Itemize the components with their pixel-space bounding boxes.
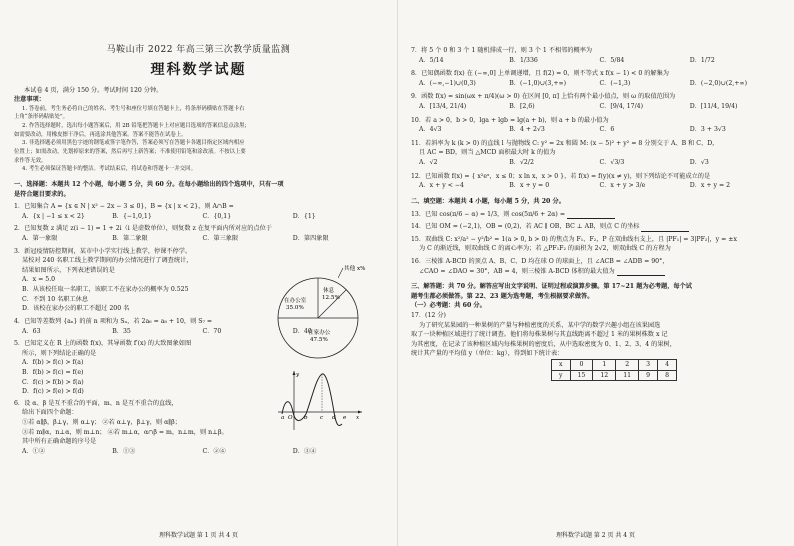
- option-a: A．5/14: [419, 56, 444, 64]
- question-15-line: 15．双曲线 C: x²/a² − y²/b² = 1(a > 0, b > 0) 的焦点为 F₁、F₂，P 在双曲线右支上，且 |PF₁| = 3|PF₂|，y = ±x: [411, 235, 737, 243]
- question-1-options: [14, 212, 383, 222]
- table-cell: 12: [593, 370, 616, 381]
- option-b: B．4 + 2√3: [509, 126, 545, 134]
- section2-heading: 二、填空题：本题共 4 小题，每小题 5 分，共 20 分。: [411, 197, 565, 205]
- question-14: [411, 222, 780, 232]
- q6-line: ③若 m∥α，n⊥α，则 m⊥n； ④若 m⊥α，α∩β = m，n⊥m，则 n⊥β。: [22, 428, 228, 436]
- pie-label-home: 在家办公: [308, 330, 331, 336]
- q17-line: 取了一块种植区域进行了统计调查。他们将每株果树与其直线距离不超过 1 米的果树株数 x 记: [411, 331, 668, 339]
- graph-label-x: x: [356, 415, 360, 421]
- option-b: B．(−1,0)∪(3,+∞): [509, 79, 567, 87]
- option-c: C．5/84: [599, 56, 625, 64]
- option-c: C．②④: [202, 447, 226, 455]
- notice-line: 1. 答卷前，考生务必将自己的姓名、考生号和座位号填在答题卡上，将条形码横贴在答题卡右: [22, 105, 245, 112]
- option-d: D．{1}: [292, 212, 316, 220]
- question-11-line: 且 AC = BD，则当 △MCD 面积最大时 k 的值为: [419, 149, 556, 157]
- pie-label-office: 在办公室: [284, 298, 307, 304]
- page-2-footer: 理科数学试题 第 2 页 共 4 页: [555, 531, 636, 539]
- option-a: A．{x | −1 ≤ x < 2}: [22, 212, 85, 220]
- table-cell: 9: [639, 370, 658, 381]
- option-a: A．4√3: [419, 126, 442, 134]
- notice-line: 2. 作答选择题时，选出每小题答案后，用 2B 铅笔把答题卡上对应题目选项的答案信息点涂黑；: [22, 123, 250, 130]
- page-1-footer: 理科数学试题 第 1 页 共 4 页: [158, 531, 239, 539]
- question-11-line: 11．若斜率为 k (k > 0) 的直线 l 与抛物线 C: y² = 2x 和圆 M: (x − 5)² + y² = 8 分别交于 A、B 和 C、D，: [411, 139, 719, 147]
- question-2: 2．已知复数 z 满足 z(i − 1) = 1 + 2i（i 是虚数单位），则复数 z 在复平面内所对应的点位于: [14, 225, 272, 233]
- graph-label-a: a: [281, 415, 285, 421]
- q5-line: 所示，则下列结论正确的是: [22, 349, 97, 357]
- q5-option-c: C．f(c) > f(b) > f(a): [22, 378, 84, 386]
- section1-heading: 一、选择题：本题共 12 个小题，每小题 5 分，共 60 分。在每小题给出的四个选项中，只有一项: [14, 180, 284, 188]
- question-4: 4．已知等差数列 {aₙ} 的前 n 项和为 Sₙ，若 2a₆ = a₈ + 10，则 S₇ =: [14, 317, 213, 325]
- option-d: D．③④: [292, 447, 317, 455]
- q5-option-a: A．f(b) > f(c) > f(a): [22, 359, 84, 367]
- option-c: C．第三象限: [202, 235, 239, 243]
- graph-label-e: e: [343, 415, 347, 421]
- pie-value-office: 35.0%: [286, 305, 304, 311]
- question-16-line: [411, 267, 780, 277]
- graph-label-b: b: [304, 415, 308, 421]
- required-subheading: （一）必考题：共 60 分。: [411, 302, 486, 310]
- option-b: B．第二象限: [112, 235, 148, 243]
- graph-label-d: d: [332, 415, 336, 421]
- option-a: A．①②: [22, 447, 46, 455]
- option-c: C．[9/4, 17/4): [599, 103, 644, 111]
- graph-label-origin: O: [288, 415, 293, 421]
- option-d: D．第四象限: [292, 235, 329, 243]
- table-cell: 15: [570, 370, 593, 381]
- option-b: B．√2/2: [509, 159, 534, 167]
- option-c: C．(−1,3): [599, 79, 631, 87]
- answer-blank: [641, 225, 689, 232]
- q13-text: 13．已知 cos(π/6 − α) = 1/3，则 cos(5π/6 + 2α) =: [411, 210, 566, 218]
- option-b: B．[2,6): [509, 103, 535, 111]
- option-b: B．1/336: [509, 56, 538, 64]
- question-11-options: [411, 158, 780, 168]
- question-6-options: [14, 447, 383, 457]
- q3-line: 3．新冠疫情防控期间，某市中小学实行线上教学，停课不停学。: [14, 247, 192, 255]
- option-c: C．x + y > 3/e: [599, 182, 646, 190]
- option-c: C．{0,1}: [202, 212, 232, 220]
- question-8-options: [411, 79, 780, 89]
- table-cell: 3: [639, 360, 658, 371]
- option-b: B．35: [112, 327, 131, 335]
- row-header-x: x: [552, 360, 571, 371]
- q3-line: 结果如图所示，下列表述错误的是: [22, 266, 115, 274]
- option-a: A．[13/4, 21/4): [419, 103, 467, 111]
- density-yield-table: [551, 359, 677, 381]
- section3-heading: 三、解答题：共 70 分。解答应写出文字说明、证明过程或演算步骤。第 17~21 题为必考题，每个试: [411, 283, 692, 291]
- notice-line: 如需要改动，用橡皮擦干净后，再选涂其他答案。答案不能答在试卷上。: [14, 131, 187, 138]
- exam-info: 本试卷 4 页，满分 150 分。考试时间 120 分钟。: [24, 86, 163, 94]
- q17-line: 为其密度，在记录了该种植区域内每株果树的密度后，从中选取密度为 0、1、2、3、4 的果树，: [411, 340, 676, 348]
- q17-line: 统计其产量的平均值 y（单位：kg），得到如下统计表：: [411, 350, 564, 358]
- question-10: 10．若 a > 0，b > 0，lga + lgb = lg(a + b)，则 a + b 的最小值为: [411, 116, 609, 124]
- question-17-label: 17．(12 分): [411, 312, 446, 320]
- notice-line: 位置上；如需改动，先划掉原来的答案，然后再写上新答案；不准使用铅笔和涂改液。不按以上要: [14, 149, 246, 156]
- q5-line: 5．已知定义在 R 上的函数 f(x)，其导函数 f′(x) 的大致图象如图: [14, 340, 192, 348]
- table-row: [552, 360, 677, 371]
- question-7-options: [411, 56, 780, 66]
- option-c: C．70: [202, 327, 222, 335]
- question-10-options: [411, 125, 780, 135]
- graph-label-y: y: [296, 372, 300, 378]
- question-12-options: [411, 181, 780, 191]
- option-b: B．①③: [112, 447, 136, 455]
- q3-line: 某校对 240 名职工线上教学期间的办公情况进行了调查统计，: [22, 257, 193, 265]
- q3-option-b: B．从该校任取一名职工，该职工不在家办公的概率为 0.525: [22, 286, 189, 294]
- question-15-line: 为 C 的渐近线，则双曲线 C 的离心率为；若 △PF₁F₂ 的面积为 2√2，则双曲线 C 的方程为: [419, 245, 671, 253]
- notice-list: [14, 105, 383, 174]
- option-a: A．x + y < −4: [419, 182, 464, 190]
- question-16-line: 16．三棱锥 A-BCD 的顶点 A、B、C、D 均在球 O 的球面上，且 ∠ACB = ∠ADB = 90°，: [411, 257, 669, 265]
- pie-label-other: 其他 x%: [344, 266, 366, 272]
- section3-heading-cont: 题考生都必须做答。第 22、23 题为选考题，考生根据要求做答。: [411, 292, 594, 300]
- pie-other-callout: [338, 262, 388, 284]
- option-b: B．x + y = 0: [509, 182, 550, 190]
- q6-line: 给出下面四个命题：: [22, 409, 78, 417]
- q3-option-d: D．该校在家办公的职工不超过 200 名: [22, 305, 130, 313]
- derivative-graph-figure: [276, 368, 366, 432]
- pie-value-rest: 12.5%: [322, 295, 340, 301]
- option-d: D．3 + 3√3: [689, 126, 726, 134]
- option-c: C．√3/3: [599, 159, 625, 167]
- table-cell: 8: [658, 370, 677, 381]
- q6-line: 其中所有正确命题的序号是: [22, 438, 97, 446]
- notice-line: 3. 非选择题必须用黑色字迹的钢笔或签字笔作答，答案必须写在答题卡各题目指定区域内相应: [22, 140, 245, 147]
- option-d: D．[11/4, 19/4): [689, 103, 738, 111]
- question-8: 8．已知偶函数 f(x) 在 (−∞,0] 上单调递增，且 f(2) = 0，则不等式 x f(x − 1) < 0 的解集为: [411, 70, 669, 78]
- question-13: [411, 210, 780, 220]
- notice-line: 4. 考生必须保证答题卡的整洁。考试结束后，将试卷和答题卡一并交回。: [22, 166, 196, 173]
- option-d: D．√3: [689, 159, 709, 167]
- q17-line: 为了研究某果园的一种果树的产量与种植密度的关系，某中学的数学兴趣小组在该果园选: [419, 321, 661, 329]
- question-2-options: [14, 234, 383, 244]
- graph-label-c: c: [320, 415, 324, 421]
- exam-subject-title: 理科数学试题: [150, 61, 247, 78]
- q6-line: 6．设 α、β 是互不重合的平面，m、n 是互不重合的直线，: [14, 399, 178, 407]
- q16-text: ∠CAO = ∠DAO = 30°，AB = 4，则三棱锥 A-BCD 体积的最大值为: [419, 267, 615, 275]
- question-7: 7．将 5 个 0 和 3 个 1 随机排成一行，则 3 个 1 不相邻的概率为: [411, 47, 593, 54]
- notice-line: 求作答无效。: [14, 157, 47, 164]
- table-cell: 2: [616, 360, 639, 371]
- question-9-options: [411, 102, 780, 112]
- table-cell: 1: [593, 360, 616, 371]
- q14-text: 14．已知 OM = (−2,1)，OB = (0,2)，若 AC ∥ OB，BC ⊥ AB，则点 C 的坐标: [411, 223, 640, 231]
- question-1: 1．已知集合 A = {x ∈ N | x² − 2x − 3 ≤ 0}，B = {x | x < 2}，则 A∩B =: [14, 203, 234, 211]
- option-d: D．(−2,0)∪(2,+∞): [689, 79, 748, 87]
- pie-label-rest: 休息: [323, 288, 335, 294]
- table-cell: 4: [658, 360, 677, 371]
- option-d: D．40: [292, 327, 312, 335]
- option-d: D．1/72: [689, 56, 715, 64]
- option-c: C．6: [599, 126, 615, 134]
- q3-option-c: C．不到 10 名职工休息: [22, 295, 89, 303]
- pie-value-home: 47.5%: [310, 337, 328, 343]
- row-header-y: y: [552, 370, 571, 381]
- notice-heading: 注意事项：: [14, 96, 45, 104]
- q5-option-b: B．f(b) > f(c) = f(e): [22, 368, 84, 376]
- answer-blank: [617, 269, 665, 276]
- notice-line: 上角“条形码粘贴处”。: [14, 114, 69, 121]
- exam-page-2: [397, 0, 794, 546]
- answer-blank: [567, 212, 615, 219]
- office-pie-figure: [272, 272, 364, 364]
- q5-option-d: D．f(c) > f(e) > f(d): [22, 388, 84, 396]
- table-cell: 11: [616, 370, 639, 381]
- option-d: D．x + y = 2: [689, 182, 731, 190]
- q3-option-a: A．x = 5.0: [22, 276, 56, 284]
- option-a: A．63: [22, 327, 41, 335]
- section1-heading-cont: 是符合题目要求的。: [14, 190, 70, 198]
- option-a: A．√2: [419, 159, 438, 167]
- option-a: A．第一象限: [22, 235, 58, 243]
- question-9: 9．函数 f(x) = sin(ωx + π/4)(ω > 0) 在区间 [0, π] 上恰有两个最小值点，则 ω 的取值范围为: [411, 93, 676, 101]
- question-12: 12．已知函数 f(x) = { x²eˣ，x ≤ 0；x ln x，x > 0 }，若 f(x) = f(y)(x ≠ y)，则下列结论不可能成立的是: [411, 172, 711, 180]
- exam-city-title: 马鞍山市 2022 年高三第三次教学质量监测: [106, 45, 291, 55]
- q6-line: ①若 α∥β，β⊥γ，则 α⊥γ； ②若 α⊥γ，β⊥γ，则 α∥β；: [22, 418, 181, 426]
- table-row: [552, 370, 677, 381]
- option-a: A．(−∞,−1)∪(0,3): [419, 79, 476, 87]
- table-cell: 0: [570, 360, 593, 371]
- option-b: B．{−1,0,1}: [112, 212, 152, 220]
